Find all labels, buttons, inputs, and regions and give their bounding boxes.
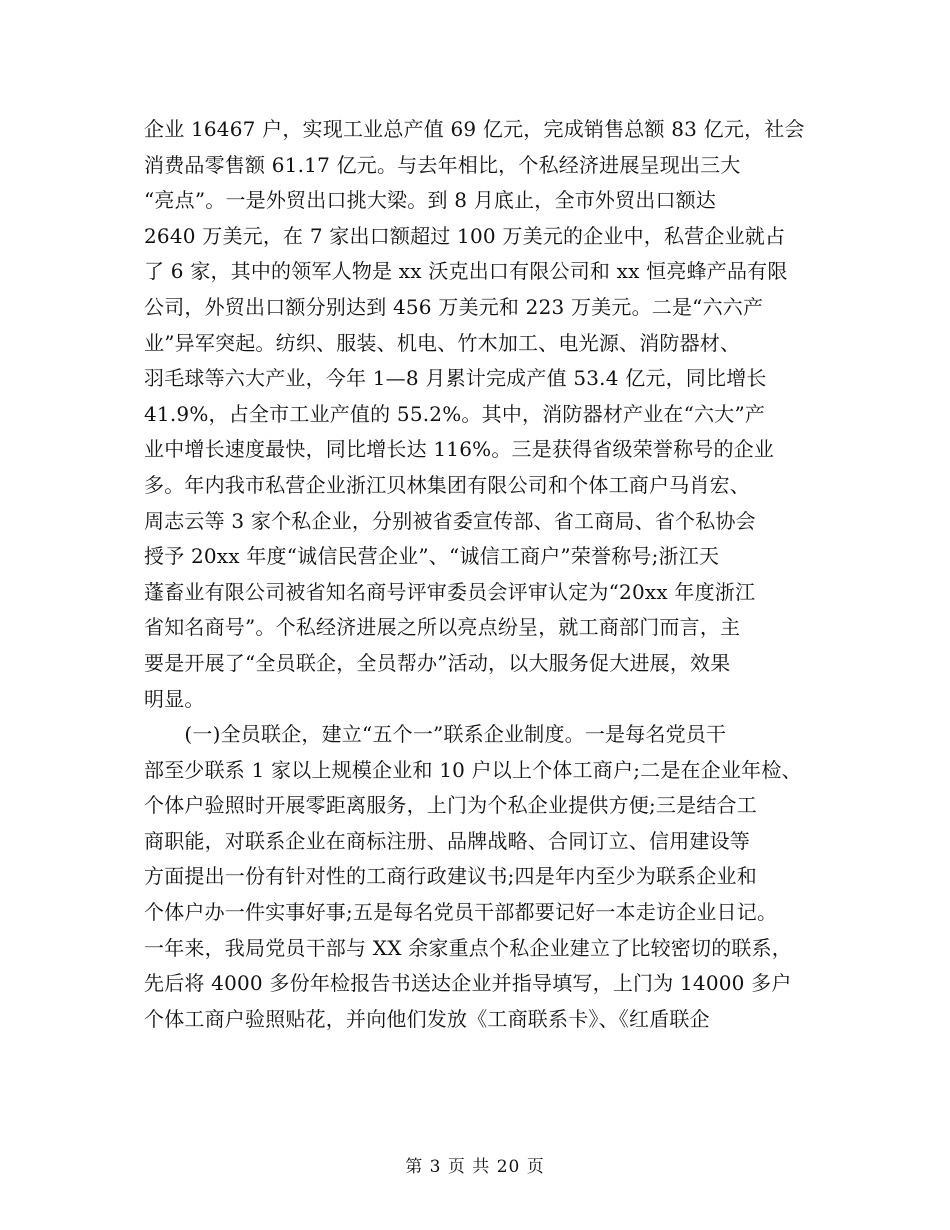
text-line: 2640 万美元，在 7 家出口额超过 100 万美元的企业中，私营企业就占 bbox=[144, 223, 786, 248]
text-line: 商职能，对联系企业在商标注册、品牌战略、合同订立、信用建设等 bbox=[144, 828, 750, 853]
text-line: 业中增长速度最快，同比增长达 116%。三是获得省级荣誉称号的企业 bbox=[144, 437, 775, 462]
text-line: 消费品零售额 61.17 亿元。与去年相比，个私经济进展呈现出三大 bbox=[144, 152, 741, 177]
text-line: 羽毛球等六大产业，今年 1—8 月累计完成产值 53.4 亿元，同比增长 bbox=[144, 366, 767, 391]
text-line: 一年来，我局党员干部与 XX 余家重点个私企业建立了比较密切的联系， bbox=[144, 935, 792, 960]
text-line: 要是开展了“全员联企，全员帮办”活动，以大服务促大进展，效果 bbox=[144, 650, 731, 675]
paragraph-start-line: (一)全员联企，建立“五个一”联系企业制度。一是每名党员干 bbox=[144, 722, 727, 747]
text-line: 明显。 bbox=[144, 686, 205, 711]
text-line: “亮点”。一是外贸出口挑大梁。到 8 月底止，全市外贸出口额达 bbox=[144, 188, 717, 213]
text-line: 业”异军突起。纺织、服装、机电、竹木加工、电光源、消防器材、 bbox=[144, 330, 741, 355]
text-line: 先后将 4000 多份年检报告书送达企业并指导填写，上门为 14000 多户 bbox=[144, 971, 792, 996]
text-line: 了 6 家，其中的领军人物是 xx 沃克出口有限公司和 xx 恒亮蜂产品有限 bbox=[144, 259, 788, 284]
text-line: 省知名商号”。个私经济进展之所以亮点纷呈，就工商部门而言，主 bbox=[144, 615, 741, 640]
text-line: 41.9%，占全市工业产值的 55.2%。其中，消防器材产业在“六大”产 bbox=[144, 401, 766, 426]
text-line: 多。年内我市私营企业浙江贝林集团有限公司和个体工商户马肖宏、 bbox=[144, 472, 750, 497]
text-line: 个体户验照时开展零距离服务，上门为个私企业提供方便;三是结合工 bbox=[144, 793, 757, 818]
page-number-footer: 第 3 页 共 20 页 bbox=[405, 1157, 545, 1177]
text-line: 公司，外贸出口额分别达到 456 万美元和 223 万美元。二是“六六产 bbox=[144, 294, 764, 319]
text-line: 方面提出一份有针对性的工商行政建议书;四是年内至少为联系企业和 bbox=[144, 864, 757, 889]
text-line: 授予 20xx 年度“诚信民营企业”、“诚信工商户”荣誉称号;浙江天 bbox=[144, 544, 720, 569]
body-text bbox=[144, 112, 824, 1037]
text-line: 周志云等 3 家个私企业，分别被省委宣传部、省工商局、省个私协会 bbox=[144, 508, 756, 533]
text-line: 个体工商户验照贴花，并向他们发放《工商联系卡》、《红盾联企 bbox=[144, 1006, 710, 1031]
text-line: 部至少联系 1 家以上规模企业和 10 户以上个体工商户;二是在企业年检、 bbox=[144, 757, 802, 782]
text-line: 蓬畜业有限公司被省知名商号评审委员会评审认定为“20xx 年度浙江 bbox=[144, 579, 756, 604]
text-line: 个体户办一件实事好事;五是每名党员干部都要记好一本走访企业日记。 bbox=[144, 900, 778, 925]
text-line: 企业 16467 户，实现工业总产值 69 亿元，完成销售总额 83 亿元，社会 bbox=[144, 117, 805, 141]
